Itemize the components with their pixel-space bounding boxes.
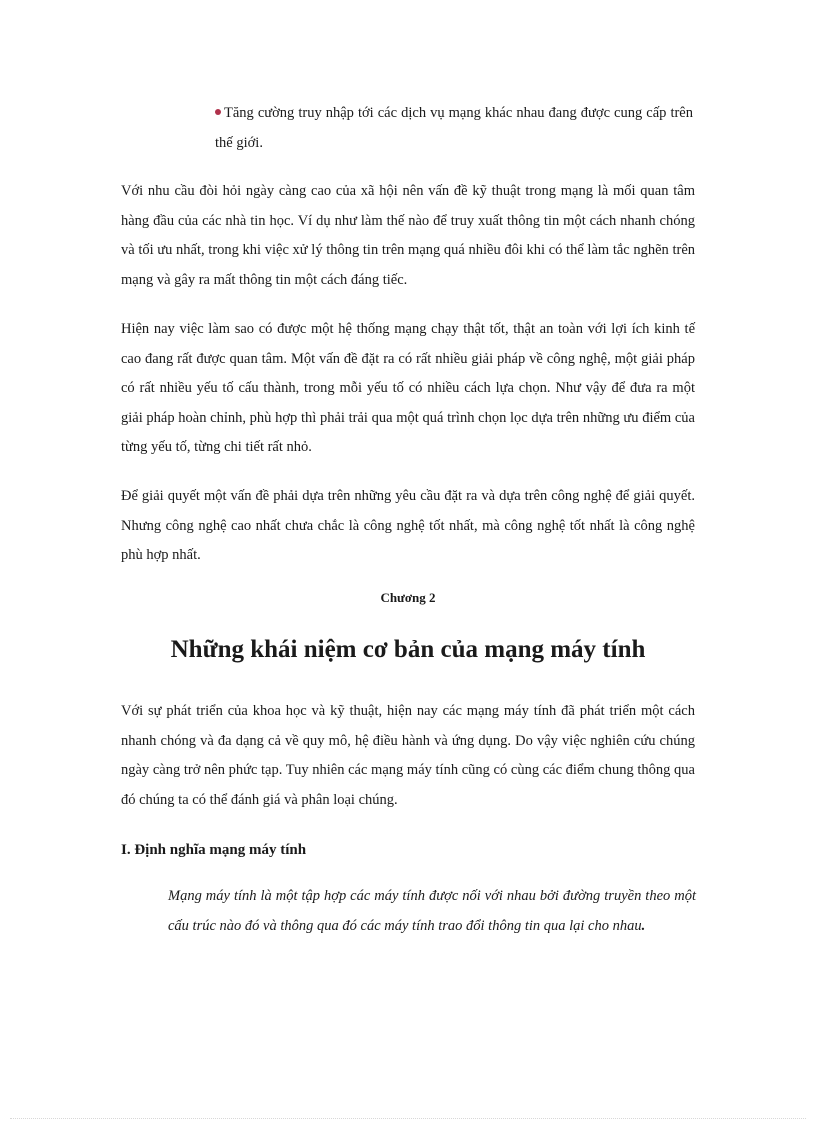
paragraph-chapter-intro: Với sự phát triển của khoa học và kỹ thuật, hiện nay các mạng máy tính đã phát triển một cách nhanh chóng và đa dạng cả về quy mô, hệ điều hành và ứng dụng. Do vậy việc nghiên cứu chúng ngày càng trở nên phức tạp. Tuy nhiên các mạng máy tính cũng có cùng các điểm chung thông qua đó chúng ta có thể đánh giá và phân loại chúng. (121, 703, 695, 808)
definition-body: Mạng máy tính là một tập hợp các máy tính được nối với nhau bởi đường truyền theo một cấu trúc nào đó và thông qua đó các máy tính trao đổi thông tin qua lại cho nhau (168, 888, 696, 934)
bullet-item-text: Tăng cường truy nhập tới các dịch vụ mạng khác nhau đang được cung cấp trên thế giới. (215, 105, 693, 151)
paragraph-technology-choice: Để giải quyết một vấn đề phải dựa trên những yêu cầu đặt ra và dựa trên công nghệ để giải quyết. Nhưng công nghệ cao nhất chưa chắc là công nghệ tốt nhất, mà công nghệ tốt nhất là công nghệ phù hợp nhất. (121, 488, 695, 563)
chapter-title: Những khái niệm cơ bản của mạng máy tính (170, 636, 646, 663)
paragraph-network-solutions: Hiện nay việc làm sao có được một hệ thống mạng chạy thật tốt, thật an toàn với lợi ích kinh tế cao đang rất được quan tâm. Một vấn đề đặt ra có rất nhiều giải pháp về công nghệ, một giải pháp có rất nhiều yếu tố cấu thành, trong mỗi yếu tố có nhiều cách lựa chọn. Như vậy để đưa ra một giải pháp hoàn chỉnh, phù hợp thì phải trải qua một quá trình chọn lọc dựa trên những ưu điểm của từng yếu tố, từng chi tiết rất nhỏ. (121, 321, 695, 455)
bullet-list-item (215, 99, 693, 158)
definition-text (168, 882, 696, 941)
section-heading: I. Định nghĩa mạng máy tính (121, 842, 307, 858)
chapter-label: Chương 2 (380, 590, 436, 605)
definition-period: . (641, 917, 646, 934)
bullet-dot-icon (215, 109, 221, 115)
page-bottom-edge (10, 1118, 806, 1119)
paragraph-network-demands: Với nhu cầu đòi hỏi ngày càng cao của xã hội nên vấn đề kỹ thuật trong mạng là mối quan tâm hàng đầu của các nhà tin học. Ví dụ như làm thế nào để truy xuất thông tin một cách nhanh chóng và tối ưu nhất, trong khi việc xử lý thông tin trên mạng quá nhiều đôi khi có thể làm tắc nghẽn trên mạng và gây ra mất thông tin một cách đáng tiếc. (121, 183, 695, 288)
